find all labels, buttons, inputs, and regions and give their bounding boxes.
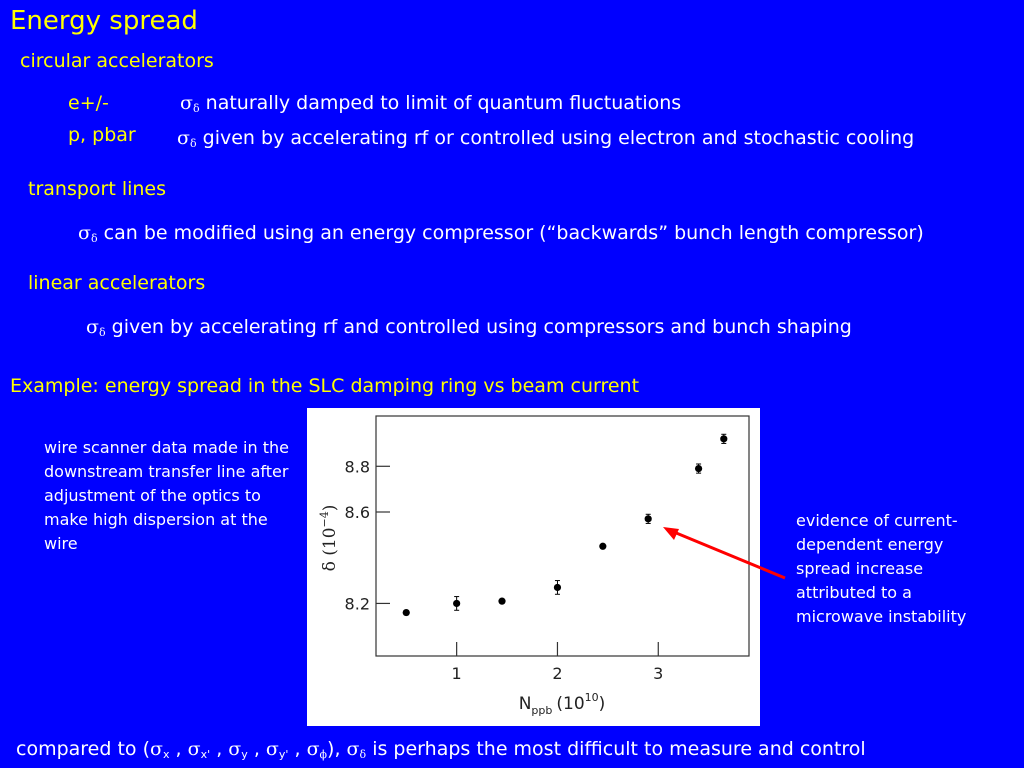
y-axis-label-text: δ (10: [320, 527, 340, 572]
sub-yp: y': [278, 748, 289, 761]
sigma-x: σ: [150, 738, 163, 760]
x-axis-label-sub: ppb: [531, 704, 553, 717]
sigma-yp: σ: [265, 738, 279, 760]
x-axis-label: [519, 691, 606, 717]
sigma-xp: σ: [187, 738, 201, 760]
y-tick-label: 8.6: [344, 503, 370, 522]
row-linear: [86, 316, 852, 339]
x-tick-label: 3: [653, 664, 664, 683]
sigma-symbol: σ: [86, 316, 99, 338]
delta-subscript: δ: [192, 102, 200, 115]
delta-subscript: δ: [189, 137, 197, 150]
note-wire-scanner: wire scanner data made in the downstream transfer line after adjustment of the optics to make high dispersion at the wire: [44, 438, 289, 553]
data-point: [453, 600, 460, 607]
sub-phi: ϕ: [319, 748, 328, 761]
sigma-symbol: σ: [78, 222, 91, 244]
heading-transport: transport lines: [28, 178, 167, 200]
data-point: [498, 598, 505, 605]
row-ppbar: [177, 127, 914, 150]
sigma-symbol: σ: [177, 127, 190, 149]
row-text: given by accelerating rf or controlled using electron and stochastic cooling: [202, 127, 915, 149]
pointer-arrow: [655, 520, 795, 590]
footer-mid: ),: [327, 738, 341, 760]
y-tick-label: 8.8: [344, 457, 370, 477]
page-title: Energy spread: [10, 6, 198, 36]
sigma-delta: σ: [346, 738, 360, 760]
y-axis-label-close: ): [320, 504, 340, 512]
row-text: given by accelerating rf and controlled using compressors and bunch shaping: [111, 316, 852, 338]
delta-subscript: δ: [98, 326, 106, 339]
footer-prefix: compared to (: [16, 738, 150, 760]
x-tick-label: 2: [552, 664, 563, 683]
y-tick-label: 8.2: [344, 594, 370, 614]
sub-x: x: [162, 748, 170, 761]
arrow-head: [663, 527, 679, 540]
row-eplusminus: [180, 92, 681, 115]
sigma-symbol: σ: [180, 92, 193, 114]
data-point: [403, 609, 410, 616]
delta-subscript: δ: [90, 232, 98, 245]
data-point: [695, 465, 702, 472]
heading-circular: circular accelerators: [20, 50, 214, 72]
x-axis-label-close: ): [598, 694, 606, 714]
x-axis-label-main: N: [518, 694, 532, 714]
heading-linear: linear accelerators: [28, 272, 206, 294]
row-text: can be modified using an energy compressor (“backwards” bunch length compressor): [103, 222, 924, 244]
label-eplusminus: e+/-: [68, 92, 109, 114]
sigma-phi: σ: [306, 738, 320, 760]
sub-xp: x': [200, 748, 211, 761]
y-axis-label-exp: −4: [318, 511, 331, 528]
sigma-y: σ: [228, 738, 242, 760]
example-line: [10, 375, 639, 397]
sub-delta: δ: [359, 748, 367, 761]
x-tick-label: 1: [451, 664, 462, 683]
label-ppbar: p, pbar: [68, 124, 136, 146]
example-text: energy spread in the SLC damping ring vs beam current: [104, 375, 640, 397]
example-label: Example:: [10, 375, 99, 397]
row-text: naturally damped to limit of quantum fluctuations: [205, 92, 682, 114]
data-point: [599, 543, 606, 550]
y-axis-label: [318, 505, 340, 572]
data-point: [554, 584, 561, 591]
data-point: [645, 515, 652, 522]
sub-y: y: [241, 748, 248, 761]
footer-suffix: is perhaps the most difficult to measure and control: [372, 738, 866, 760]
note-instability: evidence of current-dependent energy spread increase attributed to a microwave instability: [796, 511, 967, 626]
x-axis-label-unit: (10: [556, 694, 585, 714]
arrow-line: [669, 530, 785, 578]
x-axis-label-exp: 10: [584, 691, 599, 704]
data-point: [720, 435, 727, 442]
footer-line: compared to ($\sigma_x$ , $\sigma_{x'}$ , $\sigma_y$ , $\sigma_{y'}$ , $\sigma_\phi$), $\sigma_\delta$ is perhaps the most difficult to measure and control: [16, 738, 866, 761]
row-transport: [78, 222, 924, 245]
